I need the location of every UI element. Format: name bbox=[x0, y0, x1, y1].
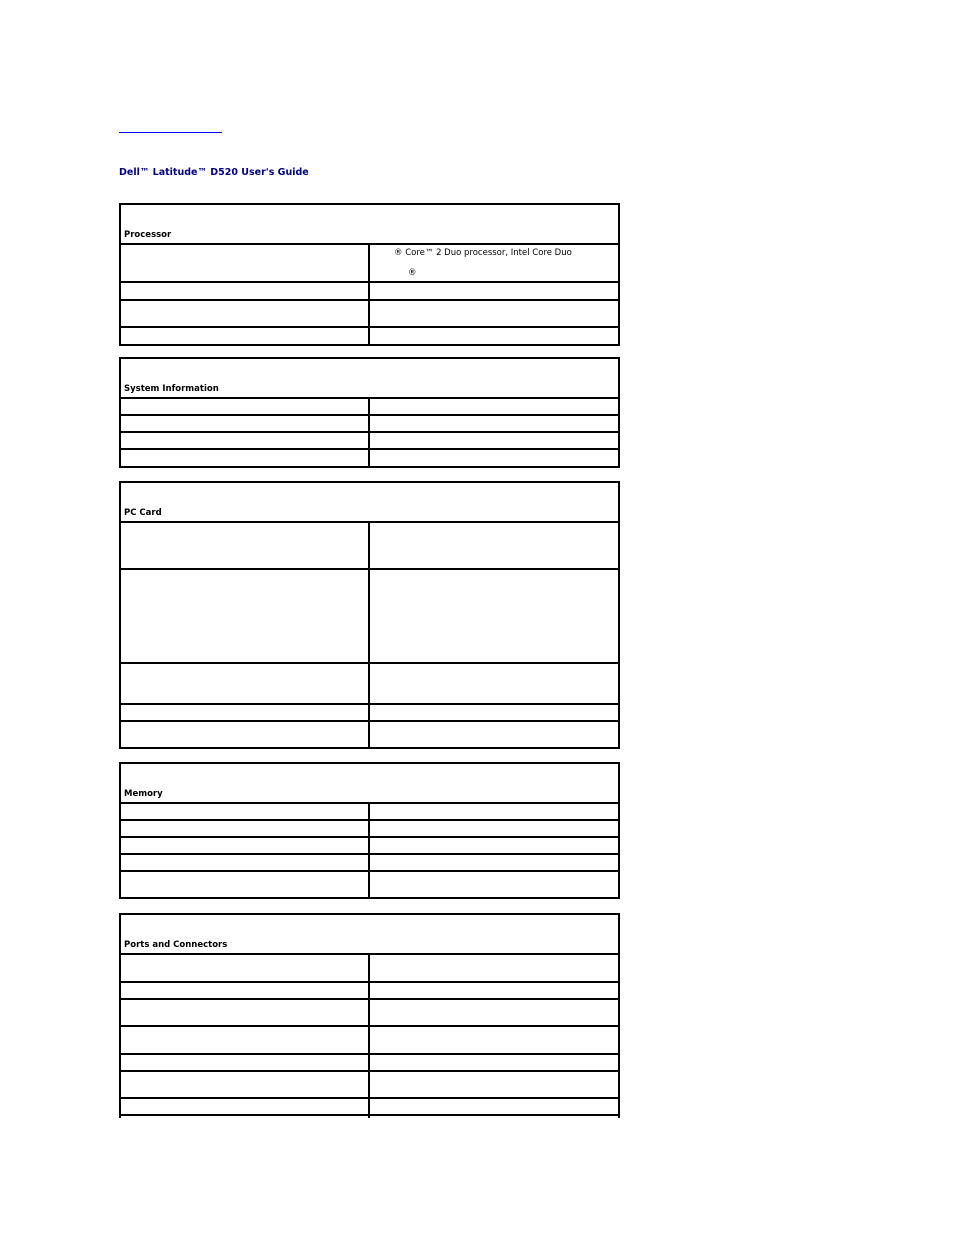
table-row bbox=[121, 1116, 618, 1118]
table-row bbox=[121, 838, 618, 855]
table-cell-label bbox=[121, 245, 370, 281]
table-row bbox=[121, 705, 618, 722]
table-row bbox=[121, 1027, 618, 1055]
table-row bbox=[121, 821, 618, 838]
table-row bbox=[121, 399, 618, 416]
table-row bbox=[121, 1000, 618, 1027]
back-link[interactable] bbox=[119, 118, 222, 133]
table-header bbox=[121, 205, 618, 245]
section-title-ports-and-connectors: Ports and Connectors bbox=[124, 940, 228, 950]
table-row bbox=[121, 872, 618, 897]
table-row bbox=[121, 664, 618, 705]
table-row bbox=[121, 722, 618, 747]
ports-and-connectors-table bbox=[119, 913, 620, 1118]
table-row bbox=[121, 570, 618, 664]
processor-type-line2: ® bbox=[408, 268, 417, 278]
table-header bbox=[121, 483, 618, 523]
table-row bbox=[121, 450, 618, 466]
processor-type-line1: ® Core™ 2 Duo processor, Intel Core Duo bbox=[394, 248, 572, 258]
table-row bbox=[121, 855, 618, 872]
table-cell-value bbox=[370, 245, 618, 281]
section-title-system-information: System Information bbox=[124, 384, 219, 394]
table-row bbox=[121, 1055, 618, 1072]
table-header bbox=[121, 915, 618, 955]
table-row bbox=[121, 416, 618, 433]
section-title-processor: Processor bbox=[124, 230, 172, 240]
table-row bbox=[121, 433, 618, 450]
table-row bbox=[121, 328, 618, 344]
guide-title: Dell™ Latitude™ D520 User's Guide bbox=[119, 167, 309, 178]
table-row bbox=[121, 301, 618, 328]
table-row bbox=[121, 1072, 618, 1099]
system-information-table bbox=[119, 357, 620, 468]
section-title-memory: Memory bbox=[124, 789, 163, 799]
table-header bbox=[121, 359, 618, 399]
table-row bbox=[121, 983, 618, 1000]
section-title-pc-card: PC Card bbox=[124, 508, 162, 518]
table-row bbox=[121, 955, 618, 983]
table-row bbox=[121, 523, 618, 570]
table-header bbox=[121, 764, 618, 804]
table-row bbox=[121, 1099, 618, 1116]
pc-card-table bbox=[119, 481, 620, 749]
table-row bbox=[121, 245, 618, 283]
table-row bbox=[121, 283, 618, 301]
memory-table bbox=[119, 762, 620, 899]
table-row bbox=[121, 804, 618, 821]
processor-table bbox=[119, 203, 620, 346]
